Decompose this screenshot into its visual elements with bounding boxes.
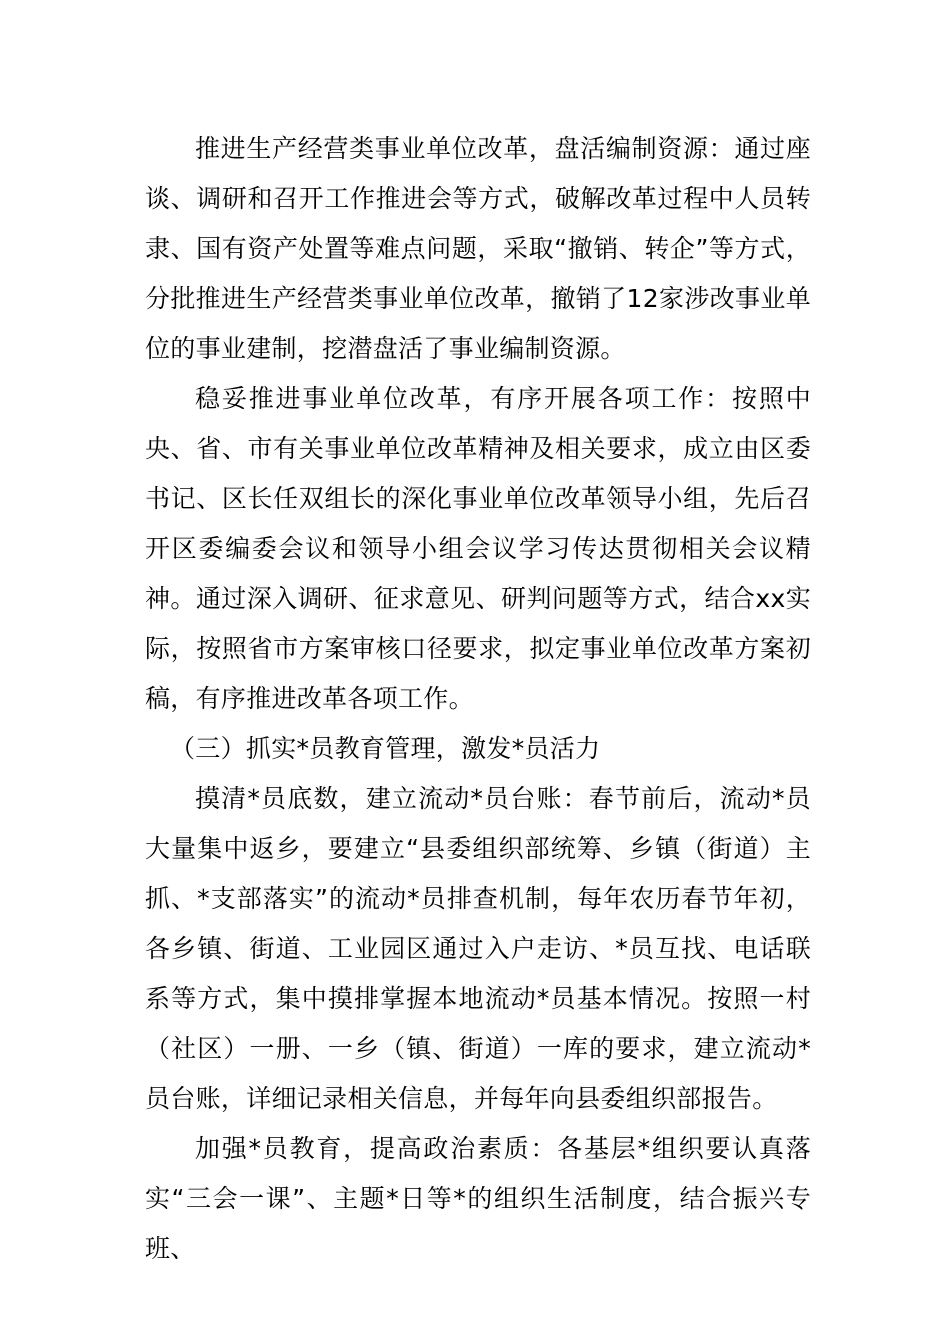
document-body [145,124,811,1274]
paragraph-member-education: 加强*员教育，提高政治素质：各基层*组织要认真落实“三会一课”、主题*日等*的组织生活制度，结合振兴专班、 [145,1134,811,1263]
paragraph-reform-steady: 稳妥推进事业单位改革，有序开展各项工作：按照中央、省、市有关事业单位改革精神及相关要求，成立由区委书记、区长任双组长的深化事业单位改革领导小组，先后召开区委编委会议和领导小组会议学习传达贯彻相关会议精神。通过深入调研、征求意见、研判问题等方式，结合xx实际，按照省市方案审核口径要求，拟定事业单位改革方案初稿，有序推进改革各项工作。 [145,384,811,713]
paragraph-reform-production: 推进生产经营类事业单位改革，盘活编制资源：通过座谈、调研和召开工作推进会等方式，破解改革过程中人员转隶、国有资产处置等难点问题，采取“撤销、转企”等方式，分批推进生产经营类事业单位改革，撤销了12家涉改事业单位的事业建制，挖潜盘活了事业编制资源。 [145,134,811,363]
paragraph-member-ledger: 摸清*员底数，建立流动*员台账：春节前后，流动*员大量集中返乡，要建立“县委组织部统筹、乡镇（街道）主抓、*支部落实”的流动*员排查机制，每年农历春节年初，各乡镇、街道、工业园区通过入户走访、*员互找、电话联系等方式，集中摸排掌握本地流动*员基本情况。按照一村（社区）一册、一乡（镇、街道）一库的要求，建立流动*员台账，详细记录相关信息，并每年向县委组织部报告。 [145,784,811,1113]
section-heading: （三）抓实*员教育管理，激发*员活力 [170,734,601,763]
